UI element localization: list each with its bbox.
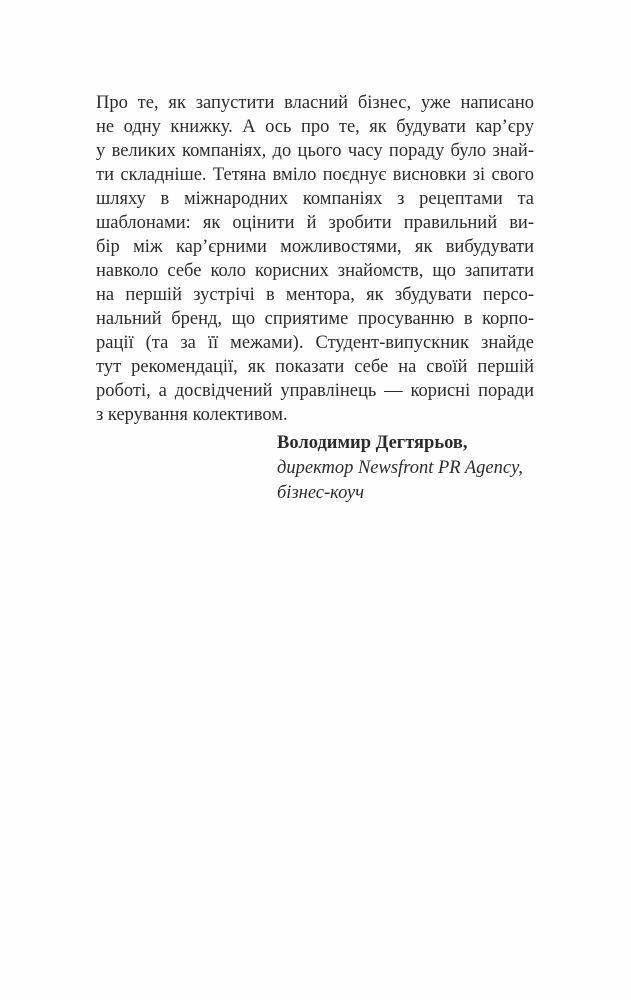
paragraph-line: рації (та за її межами). Студент-випускник знайде xyxy=(96,333,534,353)
endorsement-paragraph xyxy=(96,91,534,427)
paragraph-line: навколо себе коло корисних знайомств, що запитати xyxy=(96,261,534,281)
paragraph-line: Про те, як запустити власний бізнес, уже написано xyxy=(96,93,534,113)
attribution-name: Володимир Дегтярьов, xyxy=(277,433,468,453)
paragraph-line: нальний бренд, що сприятиме просуванню в корпо- xyxy=(96,309,534,329)
paragraph-line: у великих компаніях, до цього часу пораду було знай- xyxy=(96,141,534,161)
paragraph-line: шляху в міжнародних компаніях з рецептами та xyxy=(96,189,534,209)
paragraph-line: шаблонами: як оцінити й зробити правильний ви- xyxy=(96,213,534,233)
attribution-descriptor: бізнес-коуч xyxy=(277,483,365,503)
paragraph-line: не одну книжку. А ось про те, як будувати кар’єру xyxy=(96,117,534,137)
paragraph-line: з керування колективом. xyxy=(96,405,288,425)
attribution-role: директор Newsfront PR Agency, xyxy=(277,458,523,478)
paragraph-line: бір між кар’єрними можливостями, як вибудувати xyxy=(96,237,534,257)
attribution-block xyxy=(277,431,523,506)
paragraph-line: ти складніше. Тетяна вміло поєднує висновки зі свого xyxy=(96,165,534,185)
paragraph-line: роботі, а досвідчений управлінець — корисні поради xyxy=(96,381,534,401)
paragraph-line: тут рекомендації, як показати себе на своїй першій xyxy=(96,357,534,377)
paragraph-line: на першій зустрічі в ментора, як збудувати персо- xyxy=(96,285,534,305)
